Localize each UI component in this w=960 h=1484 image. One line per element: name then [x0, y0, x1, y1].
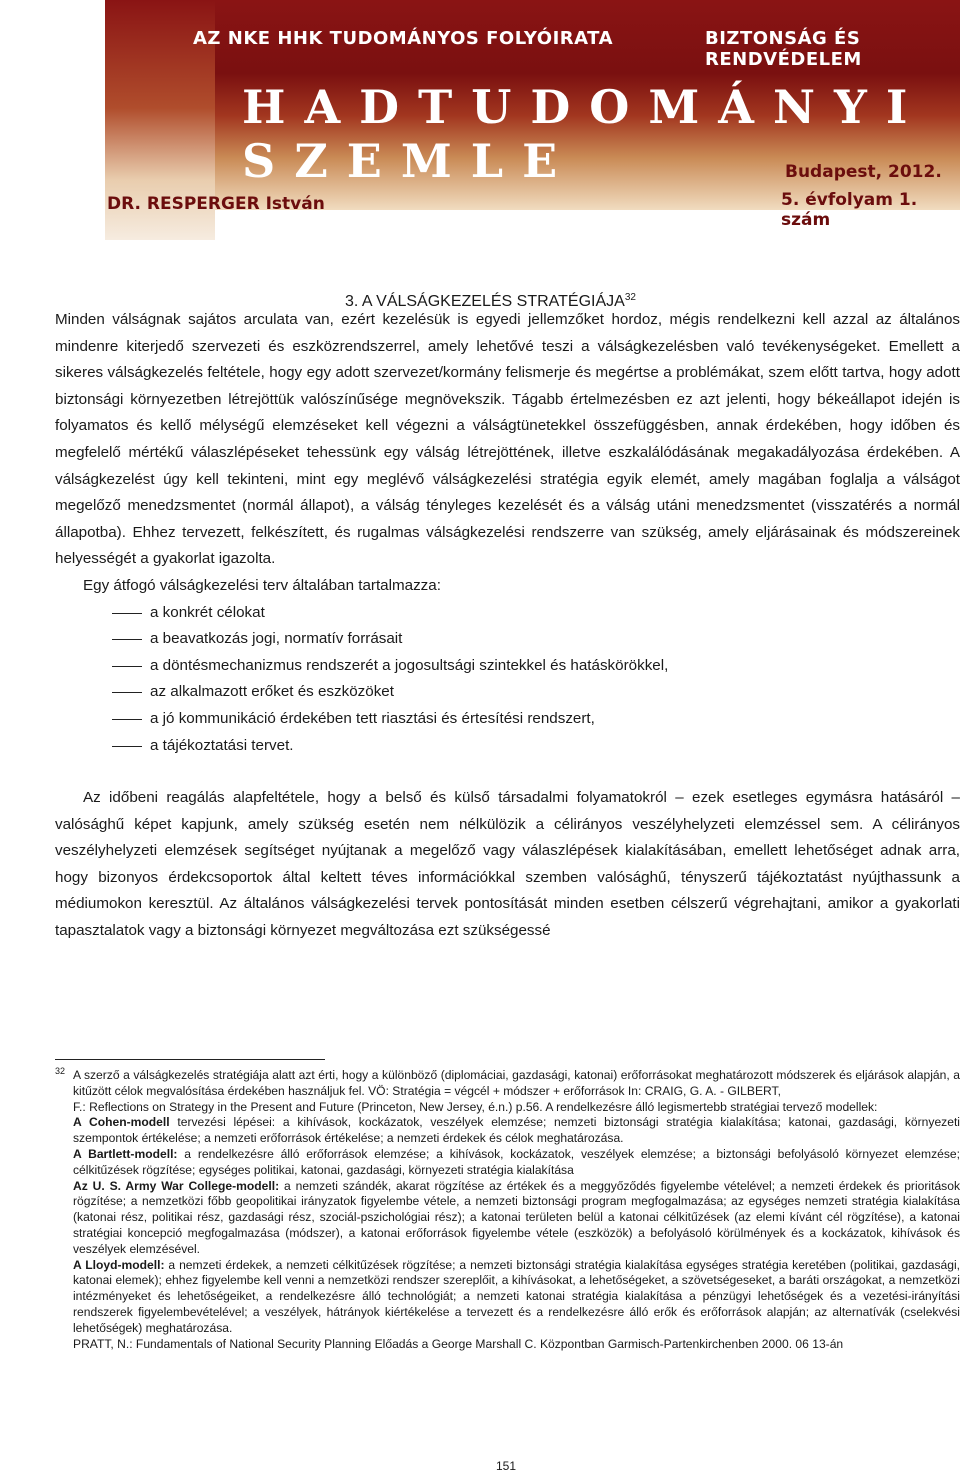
footnote-number: 32 [55, 1066, 66, 1076]
author-name: DR. RESPERGER István [107, 194, 325, 214]
bartlett-text: a rendelkezésre álló erőforrások elemzése; a kihívások, kockázatok, veszélyek elemzése; a biztonsági befolyásoló környezet elemzése; célkitűzések rögzítése; egységes politikai, katonai, gazdasági, környezeti stratégia kialakítása [73, 1146, 960, 1177]
lloyd-label: A Lloyd-modell: [73, 1257, 165, 1272]
section-title-text: 3. A VÁLSÁGKEZELÉS STRATÉGIÁJA [345, 293, 625, 310]
footnote-army [55, 1179, 960, 1258]
list-intro: Egy átfogó válságkezelési terv általában tartalmazza: [83, 576, 441, 594]
footnote-intro: A szerző a válságkezelés stratégiája alatt azt érti, hogy a különböző (diplomáciai, gazdasági, katonai) erőforrásokat meghatározott módszerek és eljárások alapján, a kitűzött célok megvalósítása érdekében használjuk fel. VÖ: Stratégia = végcél + módszer + erőforrások In: CRAIG, G. A. - GILBERT, [73, 1068, 960, 1098]
footnote-pratt: PRATT, N.: Fundamentals of National Security Planning Előadás a George Marshall C. Központban Garmisch-Partenkirchenben 2000. 06 13-án [73, 1336, 844, 1351]
journal-title: HADTUDOMÁNYI SZEMLE [242, 80, 927, 188]
list-item: az alkalmazott erőket és eszközöket [55, 679, 960, 706]
bartlett-label: A Bartlett-modell: [73, 1146, 178, 1161]
army-label: Az U. S. Army War College-modell: [73, 1178, 280, 1193]
journal-section: BIZTONSÁG ÉS RENDVÉDELEM [705, 28, 862, 70]
paragraph-1: Minden válságnak sajátos arculata van, ezért kezelésük is egyedi jellemzőket hordoz, mégis rendelkezni kell azzal az általános mindenre kiterjedő szervezeti és eszközrendszerrel, amely lehetővé teszi a válságkezelésben való tevékenységeket. Emellett a sikeres válságkezelés feltétele, hogy egy adott szervezet/kormány felismerje és megértse a problémákat, szem előtt tartva, hogy adott biztonsági környezetben létrejöttük valószínűsége megnövekszik. Tágabb értelmezésben ez azt jelenti, hogy békeállapot idején is folyamatos és kellő mélységű elemzéseket kell végezni a válságtünetekkel összefüggésben, annak érdekében, hogy időben és megfelelő mértékű válaszlépéseket tehessünk egy válság létrejöttének, illetve eszkalálódásának megakadályozása érdekében. A válságkezelést úgy kell tekinteni, mint egy meglévő válságkezelési stratégia egyik elemét, amely magában foglalja a válságot megelőző menedzsmentet (normál állapot), a válság tényleges kezelését és a válság utáni menedzsmentet (visszatérés a normál állapotba). Ehhez tervezett, felkészített, és rugalmas válságkezelési rendszerre van szükség, amely eljárásainak és módszereinek helyességét a gyakorlat igazolta. [55, 311, 960, 568]
footnote-cohen [55, 1115, 960, 1147]
army-text: a nemzeti szándék, akarat rögzítése az értékek és a meggyőződés figyelembe vételével; a nemzeti érdekek és prioritások rögzítése; a nemzetközi főbb geopolitikai irányzatok figyelembe vétele, a nemzeti biztonsági program megfogalmazása; az egységes nemzeti stratégia kialakítása (katonai rész, politikai rész, gazdasági rész, szociál-pszichológiai rész); a katonai területen belül a katonai célkitűzések (az elemi kívánt cél rögzítése), a katonai stratégiai koncepció megfogalmazása (módszer), a katonai erőforrások figyelembe vétele (eszközök) a befolyásoló körülmények és a kockázatok, kihívások és veszélyek elemzésével. [73, 1178, 960, 1256]
list-item: a beavatkozás jogi, normatív forrásait [55, 626, 960, 653]
place-year: Budapest, 2012. [785, 162, 942, 182]
lloyd-text: a nemzeti érdekek, a nemzeti célkitűzések rögzítése; a nemzeti biztonsági stratégia kialakítása egységes stratégia keretében (politikai, gazdasági, katonai elemek); ehhez figyelembe kell venni a nemzetközi rendszer szereplőit, a kihívásokat, a lehetőségeket, a szövetségeseket, a baráti országokat, a nemzetközi intézményeket és lehetőségeiket, a rendelkezésre álló technológiát; a nemzeti katonai stratégia kialakítása a pénzügyi lehetőségek és a vezetési-irányítási rendszerek figyelembevételével; a veszélyek, hátrányok kiértékelése a tervezett és a rendelkezésre álló erők és erőforrások alapján; az alternatívák (cselekvési lehetőségek) meghatározása. [73, 1257, 960, 1335]
issue-number: 5. évfolyam 1. szám [781, 190, 918, 230]
spacer [55, 759, 960, 785]
list-item: a jó kommunikáció érdekében tett riasztási és értesítési rendszert, [55, 706, 960, 733]
list-item: a döntésmechanizmus rendszerét a jogosultsági szintekkel és hatáskörökkel, [55, 653, 960, 680]
footnote-reference-text: F.: Reflections on Strategy in the Present and Future (Princeton, New Jersey, é.n.) p.56. A rendelkezésre álló legismertebb stratégiai tervező modellek: [73, 1099, 878, 1114]
plan-contents-list [55, 600, 960, 760]
main-text [55, 307, 960, 945]
footnote-32 [55, 1068, 960, 1352]
footnote-bartlett [55, 1147, 960, 1179]
footnote-lloyd [55, 1258, 960, 1337]
footnote-divider [55, 1059, 325, 1060]
footnote-reference[interactable]: 32 [624, 292, 636, 303]
cohen-label: A Cohen-modell [73, 1115, 170, 1130]
page-number: 151 [496, 1459, 517, 1473]
cohen-text: tervezési lépései: a kihívások, kockázatok, veszélyek elemzése; nemzeti biztonsági stratégia kialakítása; katonai, gazdasági, környezeti szempontok értékelése; a nemzeti erőforrások értékelése; a nemzeti érdekek és célok meghatározása. [73, 1115, 960, 1146]
list-item: a tájékoztatási tervet. [55, 733, 960, 760]
list-item: a konkrét célokat [55, 600, 960, 627]
paragraph-2: Az időbeni reagálás alapfeltétele, hogy a belső és külső társadalmi folyamatokról – ezek esetleges egymásra hatásáról – valósághű képet kapjunk, amely szükség esetén nem nélkülözik a célirányos veszélyhelyzeti elemzéssel sem. A célirányos veszélyhelyzeti elemzések segítséget nyújtanak a megelőző vagy válaszlépések kialakításában, emellett lehetőséget adnak arra, hogy bizonyos érdekcsoportok által keltett téves információkkal szemben valósághű, tényszerű tájékoztatást nyújthassunk a médiumokon keresztül. Az általános válságkezelési tervek pontosítását minden esetben célszerű végrehajtani, amikor a gyakorlati tapasztalatok vagy a biztonsági környezet megváltozása ezt szükségessé [55, 789, 960, 940]
journal-subtitle: AZ NKE HHK TUDOMÁNYOS FOLYÓIRATA [193, 28, 613, 49]
journal-header [105, 0, 960, 240]
